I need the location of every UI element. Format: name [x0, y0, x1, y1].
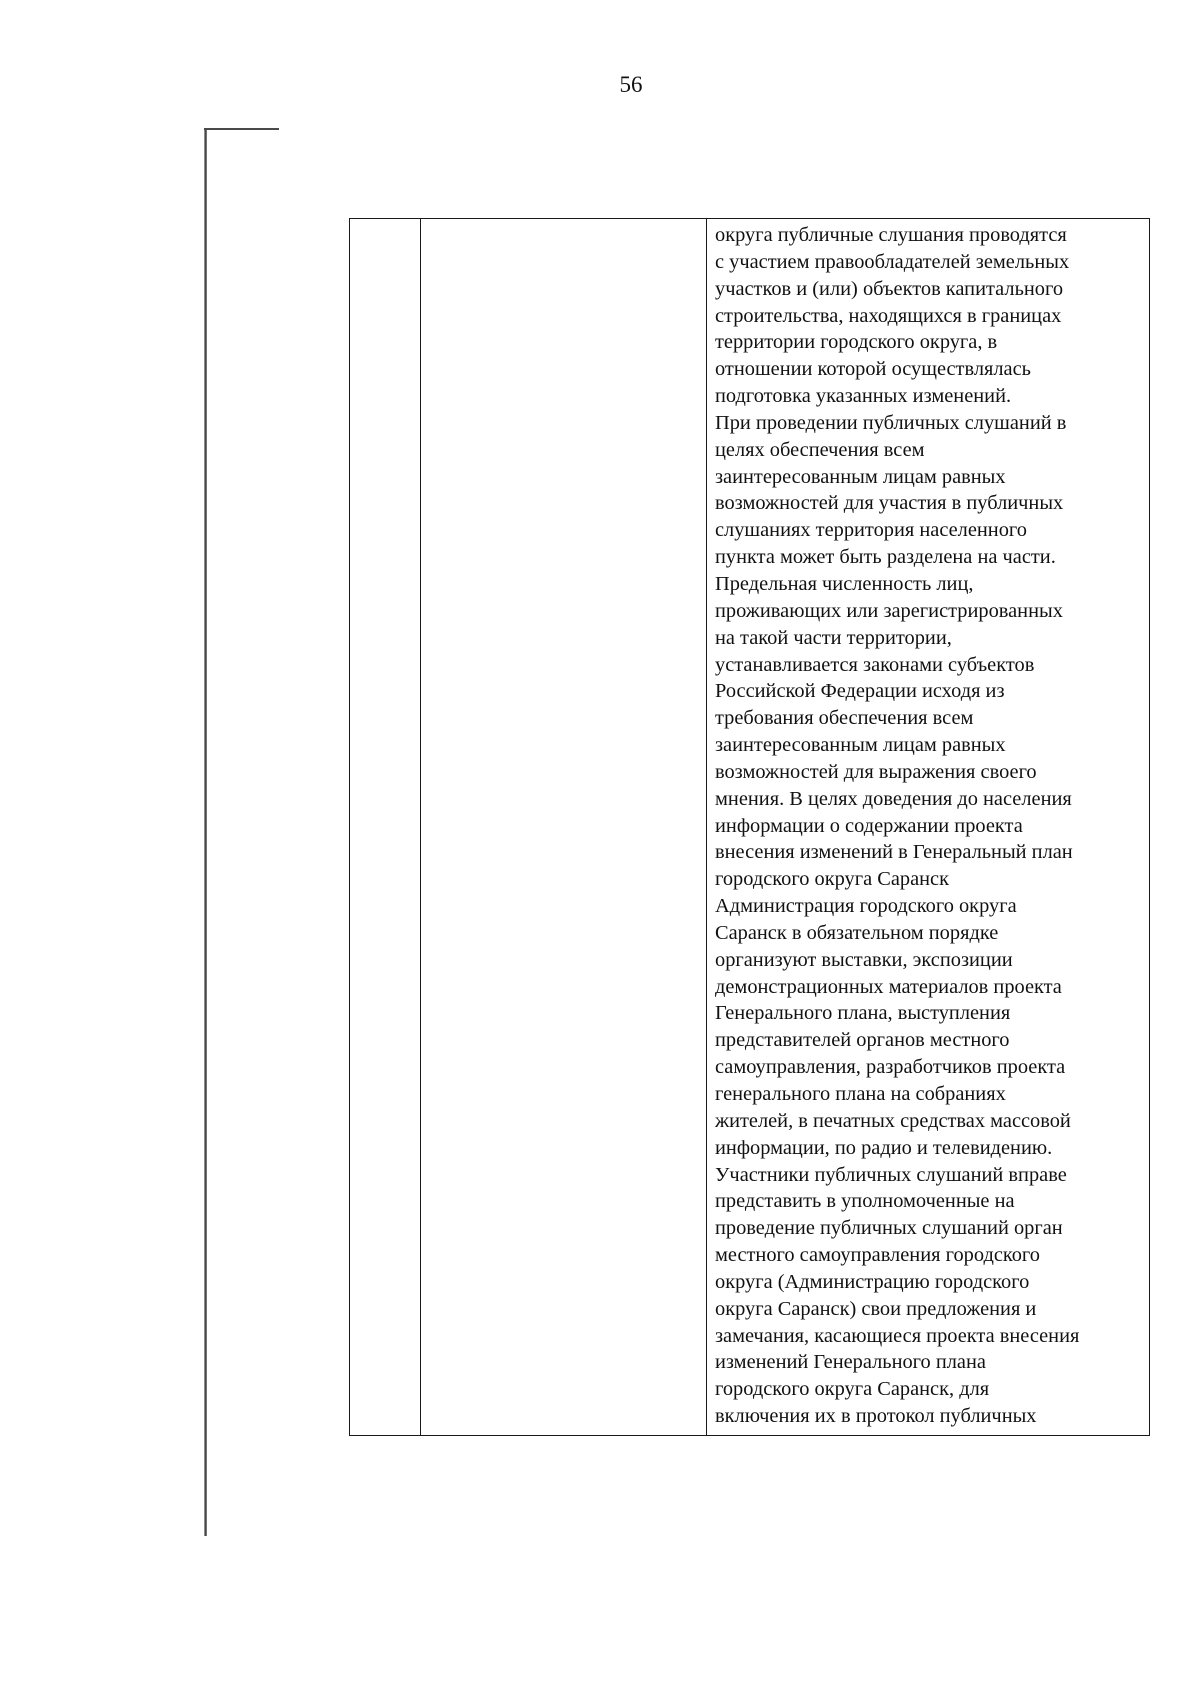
cell-text-block — [707, 219, 1149, 1430]
text-line: участков и (или) объектов капитального — [715, 277, 1064, 300]
text-line: Участники публичных слушаний вправе — [715, 1163, 1067, 1186]
text-line: Генерального плана, выступления — [715, 1002, 1011, 1025]
text-line: Российской Федерации исходя из — [715, 680, 1005, 703]
page-number: 56 — [619, 72, 643, 97]
text-line: мнения. В целях доведения до населения — [715, 787, 1072, 810]
text-line: внесения изменений в Генеральный план — [715, 841, 1073, 864]
text-line: заинтересованным лицам равных — [715, 734, 1006, 757]
text-line: подготовка указанных изменений. — [715, 385, 1012, 408]
text-line: замечания, касающиеся проекта внесения — [715, 1324, 1080, 1347]
text-line: на такой части территории, — [715, 626, 952, 649]
text-line: слушаниях территория населенного — [715, 519, 1027, 542]
text-line: округа (Администрацию городского — [715, 1270, 1030, 1293]
text-line: представить в уполномоченные на — [715, 1190, 1015, 1213]
scan-edge-horizontal — [204, 128, 279, 130]
text-line: Администрация городского округа — [715, 895, 1017, 918]
text-line: Предельная численность лиц, — [715, 572, 974, 595]
text-line: генерального плана на собраниях — [715, 1083, 1006, 1105]
text-line: включения их в протокол публичных — [715, 1405, 1037, 1428]
text-line: округа Саранск) свои предложения и — [715, 1297, 1037, 1320]
table-cell-text — [707, 219, 1150, 1436]
text-line: самоуправления, разработчиков проекта — [715, 1056, 1066, 1079]
text-line: городского округа Саранск, для — [715, 1378, 990, 1401]
text-line: целях обеспечения всем — [715, 438, 925, 461]
table-row — [350, 219, 1150, 1436]
text-line: отношении которой осуществлялась — [715, 358, 1031, 381]
text-line: изменений Генерального плана — [715, 1351, 986, 1374]
text-line: округа публичные слушания проводятся — [715, 224, 1067, 246]
table-cell-name — [421, 219, 707, 1436]
text-line: информации, по радио и телевидению. — [715, 1136, 1053, 1159]
text-line: представителей органов местного — [715, 1029, 1010, 1052]
text-line: Саранск в обязательном порядке — [715, 921, 999, 944]
text-line: проведение публичных слушаний орган — [715, 1217, 1063, 1240]
text-line: местного самоуправления городского — [715, 1244, 1040, 1267]
text-line: городского округа Саранск — [715, 868, 949, 891]
text-line: проживающих или зарегистрированных — [715, 599, 1063, 622]
text-line: с участием правообладателей земельных — [715, 250, 1070, 273]
text-line: организуют выставки, экспозиции — [715, 948, 1013, 971]
text-line: демонстрационных материалов проекта — [715, 975, 1062, 998]
text-line: жителей, в печатных средствах массовой — [715, 1109, 1071, 1132]
text-line: При проведении публичных слушаний в — [715, 411, 1067, 434]
document-table — [349, 218, 1150, 1436]
text-line: возможностей для участия в публичных — [715, 492, 1064, 515]
text-line: пункта может быть разделена на части. — [715, 546, 1056, 569]
text-line: устанавливается законами субъектов — [715, 653, 1035, 676]
text-line: заинтересованным лицам равных — [715, 465, 1006, 488]
scan-edge-vertical — [204, 128, 207, 1536]
table-cell-number — [350, 219, 421, 1436]
text-line: территории городского округа, в — [715, 331, 998, 354]
text-line: строительства, находящихся в границах — [715, 304, 1062, 327]
text-line: требования обеспечения всем — [715, 707, 974, 730]
text-line: возможностей для выражения своего — [715, 760, 1037, 783]
text-line: информации о содержании проекта — [715, 814, 1023, 837]
